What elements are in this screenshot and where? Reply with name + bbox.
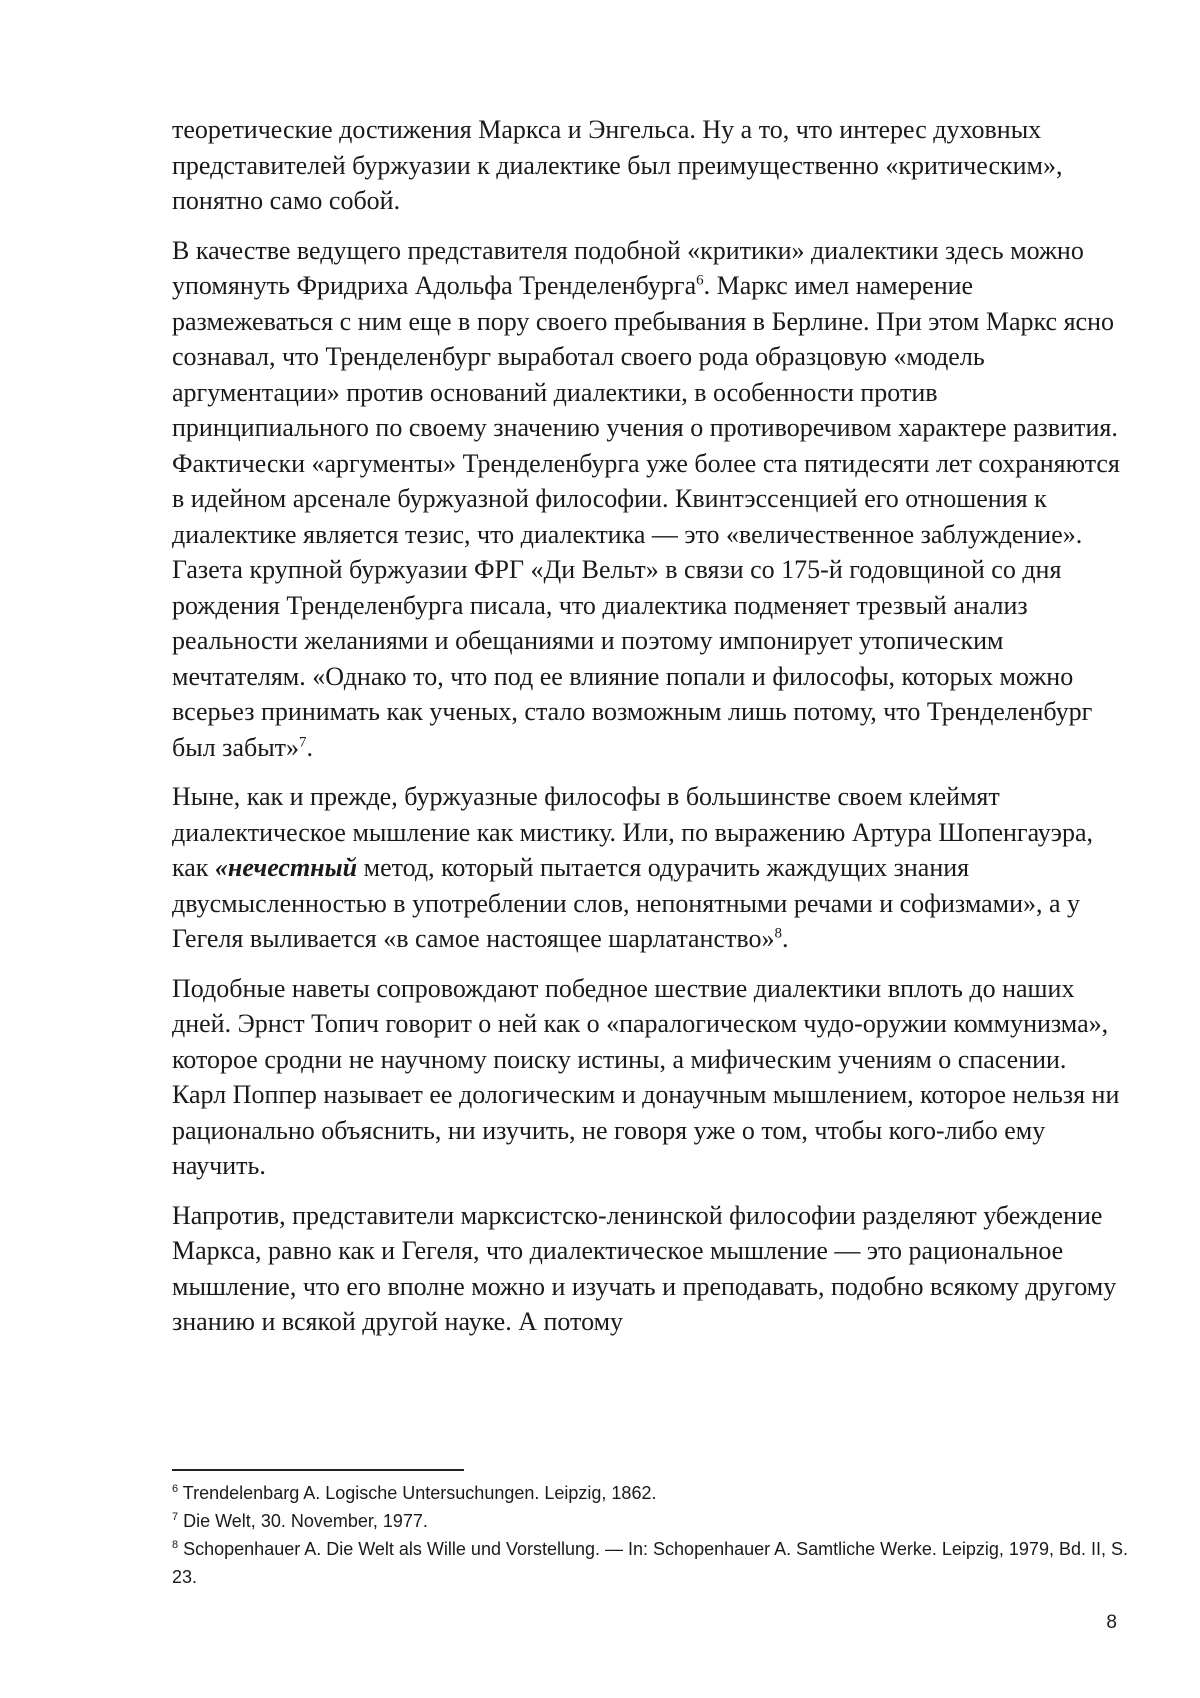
footnote-text: Die Welt, 30. November, 1977. — [178, 1511, 428, 1531]
paragraph-3 — [172, 779, 1122, 957]
paragraph-2-text-c: . — [306, 732, 314, 762]
paragraph-4: Подобные наветы сопровождают победное шествие диалектики вплоть до наших дней. Эрнст Топич говорит о ней как о «паралогическом чудо-оружии коммунизма», которое сродни не научному поиску истины, а мифическим учениям о спасении. Карл Поппер называет ее дологическим и донаучным мышлением, которое нельзя ни рационально объяснить, ни изучить, не говоря уже о том, чтобы кого-либо ему научить. — [172, 973, 1120, 1180]
footnote-number: 6 — [172, 1483, 179, 1495]
emphasis-text: «нечестный — [214, 853, 358, 882]
footnote-6 — [172, 1479, 1132, 1507]
footnotes — [172, 1479, 1132, 1591]
paragraph-2 — [172, 233, 1122, 766]
paragraph-1: теоретические достижения Маркса и Энгельса. Ну а то, что интерес духовных представителей буржуазии к диалектике был преимущественно «критическим», понятно само собой. — [172, 115, 1063, 215]
paragraph-3-text-c: . — [781, 924, 789, 953]
footnote-ref-8[interactable]: 8 — [774, 925, 782, 942]
footnote-number: 7 — [172, 1511, 179, 1523]
footnote-8 — [172, 1535, 1132, 1591]
footnote-separator — [172, 1469, 464, 1471]
footnote-ref-7[interactable]: 7 — [299, 733, 307, 750]
footnote-text: Schopenhauer A. Die Welt als Wille und Vorstellung. — In: Schopenhauer A. Samtliche Werke. Leipzig, 1979, Bd. II, S. 23. — [172, 1539, 1128, 1587]
paragraph-3-text-b: метод, который пытается одурачить жаждущих знания двусмысленностью в употреблении слов, непонятными речами и софизмами», а у Гегеля выливается «в самое настоящее шарлатанство» — [172, 853, 1081, 953]
footnote-text: Trendelenbarg A. Logische Untersuchungen. Leipzig, 1862. — [178, 1483, 657, 1503]
paragraph-2-text-a: В качестве ведущего представителя подобной «критики» диалектики здесь можно упомянуть Фридриха Адольфа Тренделенбурга — [172, 235, 1084, 300]
paragraph-2-text-b: . Маркс имел намерение размежеваться с ним еще в пору своего пребывания в Берлине. При этом Маркс ясно сознавал, что Тренделенбург выработал своего рода образцовую «модель аргументации» против оснований диалектики, в особенности против принципиального по своему значению учения о противоречивом характере развития. Фактически «аргументы» Тренделенбурга уже более ста пятидесяти лет сохраняются в идейном арсенале буржуазной философии. Квинтэссенцией его отношения к диалектике является тезис, что диалектика — это «величественное заблуждение». Газета крупной буржуазии ФРГ «Ди Вельт» в связи со 175-й годовщиной со дня рождения Тренделенбурга писала, что диалектика подменяет трезвый анализ реальности желаниями и обещаниями и поэтому импонирует утопическим мечтателям. «Однако то, что под ее влияние попали и философы, которых можно всерьез принимать как ученых, стало возможным лишь потому, что Тренделенбург был забыт» — [172, 271, 1120, 762]
paragraph-3-text-a: Ныне, как и прежде, буржуазные философы в большинстве своем клеймят диалектическое мышление как мистику. Или, по выражению Артура Шопенгауэра, как — [172, 782, 1093, 882]
page-number: 8 — [1106, 1612, 1117, 1633]
footnote-7 — [172, 1507, 1132, 1535]
footnote-ref-6[interactable]: 6 — [696, 272, 704, 289]
body-text — [172, 112, 1122, 1354]
footnote-number: 8 — [172, 1539, 179, 1551]
paragraph-5: Напротив, представители марксистско-ленинской философии разделяют убеждение Маркса, равно как и Гегеля, что диалектическое мышление — это рациональное мышление, что его вполне можно и изучать и преподавать, подобно всякому другому знанию и всякой другой науке. А потому — [172, 1200, 1117, 1336]
